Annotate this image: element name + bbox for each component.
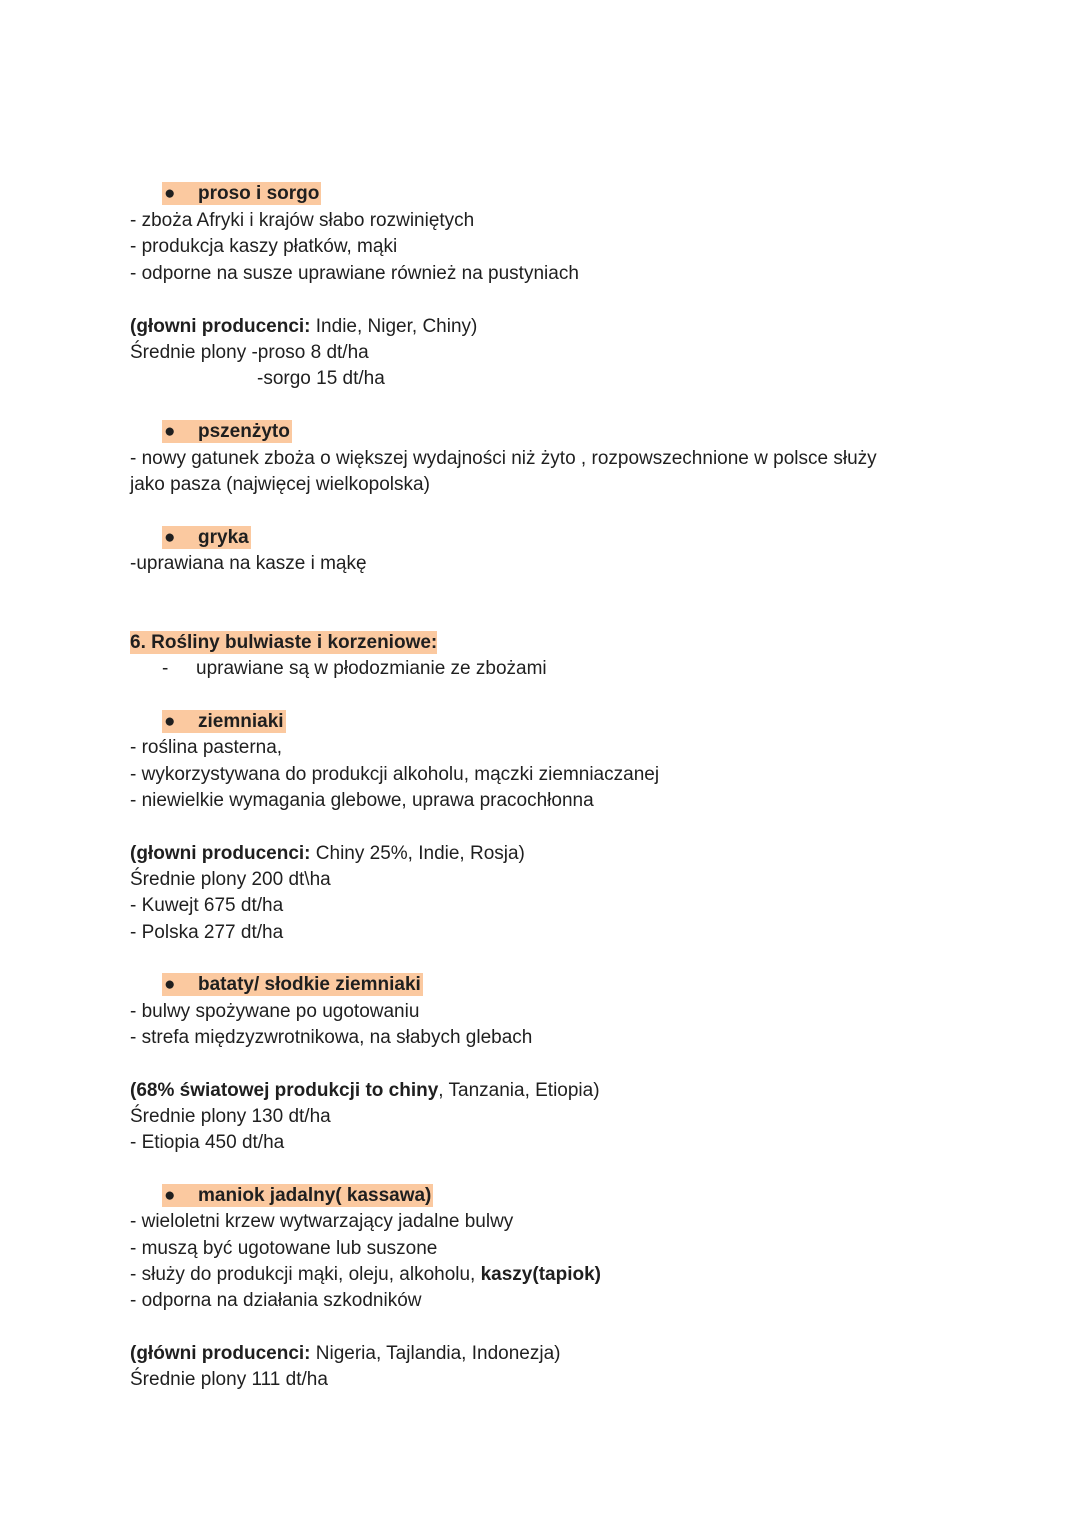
producers-list: , Tanzania, Etiopia) bbox=[438, 1080, 600, 1101]
yield-line: - Kuwejt 675 dt/ha bbox=[130, 895, 284, 916]
bullet-heading-bataty bbox=[162, 972, 423, 998]
yield-line: - Polska 277 dt/ha bbox=[130, 922, 284, 943]
text-line: - niewielkie wymagania glebowe, uprawa pracochłonna bbox=[130, 790, 594, 811]
text-part-bold: kaszy(tapiok) bbox=[480, 1264, 601, 1285]
producers-line bbox=[130, 314, 477, 340]
producers-label: (68% światowej produkcji to chiny bbox=[130, 1080, 439, 1101]
text-line: - odporne na susze uprawiane również na pustyniach bbox=[130, 263, 579, 284]
bullet-icon: ● bbox=[164, 1185, 176, 1206]
producers-label: (głowni producenci: bbox=[130, 316, 311, 337]
yield-line: Średnie plony -proso 8 dt/ha bbox=[130, 342, 369, 363]
heading-text: proso i sorgo bbox=[198, 183, 320, 204]
yield-line: Średnie plony 130 dt/ha bbox=[130, 1106, 331, 1127]
bullet-icon: ● bbox=[164, 421, 176, 442]
text-line: - nowy gatunek zboża o większej wydajności niż żyto , rozpowszechnione w polsce służy bbox=[130, 448, 877, 469]
yield-line: Średnie plony 111 dt/ha bbox=[130, 1369, 328, 1390]
producers-line bbox=[130, 841, 525, 867]
text-line: - wieloletni krzew wytwarzający jadalne bulwy bbox=[130, 1211, 514, 1232]
producers-label: (główni producenci: bbox=[130, 1343, 311, 1364]
bullet-heading-pszenzyto bbox=[162, 419, 292, 445]
bullet-icon: ● bbox=[164, 974, 176, 995]
heading-text: bataty/ słodkie ziemniaki bbox=[198, 974, 421, 995]
text-line: jako pasza (najwięcej wielkopolska) bbox=[130, 474, 430, 495]
sub-point-text: uprawiane są w płodozmianie ze zbożami bbox=[196, 658, 547, 679]
heading-text: gryka bbox=[198, 527, 249, 548]
producers-line bbox=[130, 1341, 560, 1367]
bullet-heading-proso bbox=[162, 181, 321, 207]
text-line: - muszą być ugotowane lub suszone bbox=[130, 1238, 438, 1259]
sub-point bbox=[162, 656, 547, 682]
section-title-text: 6. Rośliny bulwiaste i korzeniowe: bbox=[130, 632, 438, 653]
text-line: - bulwy spożywane po ugotowaniu bbox=[130, 1001, 420, 1022]
yield-line: Średnie plony 200 dt\ha bbox=[130, 869, 331, 890]
text-line: - roślina pasterna, bbox=[130, 737, 283, 758]
text-line: - odporna na działania szkodników bbox=[130, 1290, 422, 1311]
text-line: - wykorzystywana do produkcji alkoholu, mączki ziemniaczanej bbox=[130, 764, 660, 785]
producers-label: (głowni producenci: bbox=[130, 843, 311, 864]
text-line: - produkcja kaszy płatków, mąki bbox=[130, 236, 398, 257]
bullet-icon: ● bbox=[164, 711, 176, 732]
heading-text: maniok jadalny( kassawa) bbox=[198, 1185, 432, 1206]
bullet-heading-ziemniaki bbox=[162, 709, 286, 735]
producers-list: Nigeria, Tajlandia, Indonezja) bbox=[310, 1343, 561, 1364]
text-line bbox=[130, 1262, 601, 1288]
yield-line: - Etiopia 450 dt/ha bbox=[130, 1132, 285, 1153]
text-line: -uprawiana na kasze i mąkę bbox=[130, 553, 367, 574]
bullet-heading-gryka bbox=[162, 525, 251, 551]
text-line: - strefa międzyzwrotnikowa, na słabych glebach bbox=[130, 1027, 533, 1048]
bullet-icon: ● bbox=[164, 527, 176, 548]
bullet-heading-maniok bbox=[162, 1183, 433, 1209]
yield-line: -sorgo 15 dt/ha bbox=[257, 368, 385, 389]
section-title bbox=[130, 630, 437, 656]
bullet-icon: ● bbox=[164, 183, 176, 204]
producers-list: Chiny 25%, Indie, Rosja) bbox=[310, 843, 525, 864]
heading-text: pszenżyto bbox=[198, 421, 290, 442]
producers-line bbox=[130, 1078, 600, 1104]
producers-list: Indie, Niger, Chiny) bbox=[310, 316, 478, 337]
text-line: - zboża Afryki i krajów słabo rozwiniętych bbox=[130, 210, 475, 231]
dash-marker: - bbox=[162, 658, 169, 679]
text-part: - służy do produkcji mąki, oleju, alkoholu, bbox=[130, 1264, 481, 1285]
heading-text: ziemniaki bbox=[198, 711, 284, 732]
